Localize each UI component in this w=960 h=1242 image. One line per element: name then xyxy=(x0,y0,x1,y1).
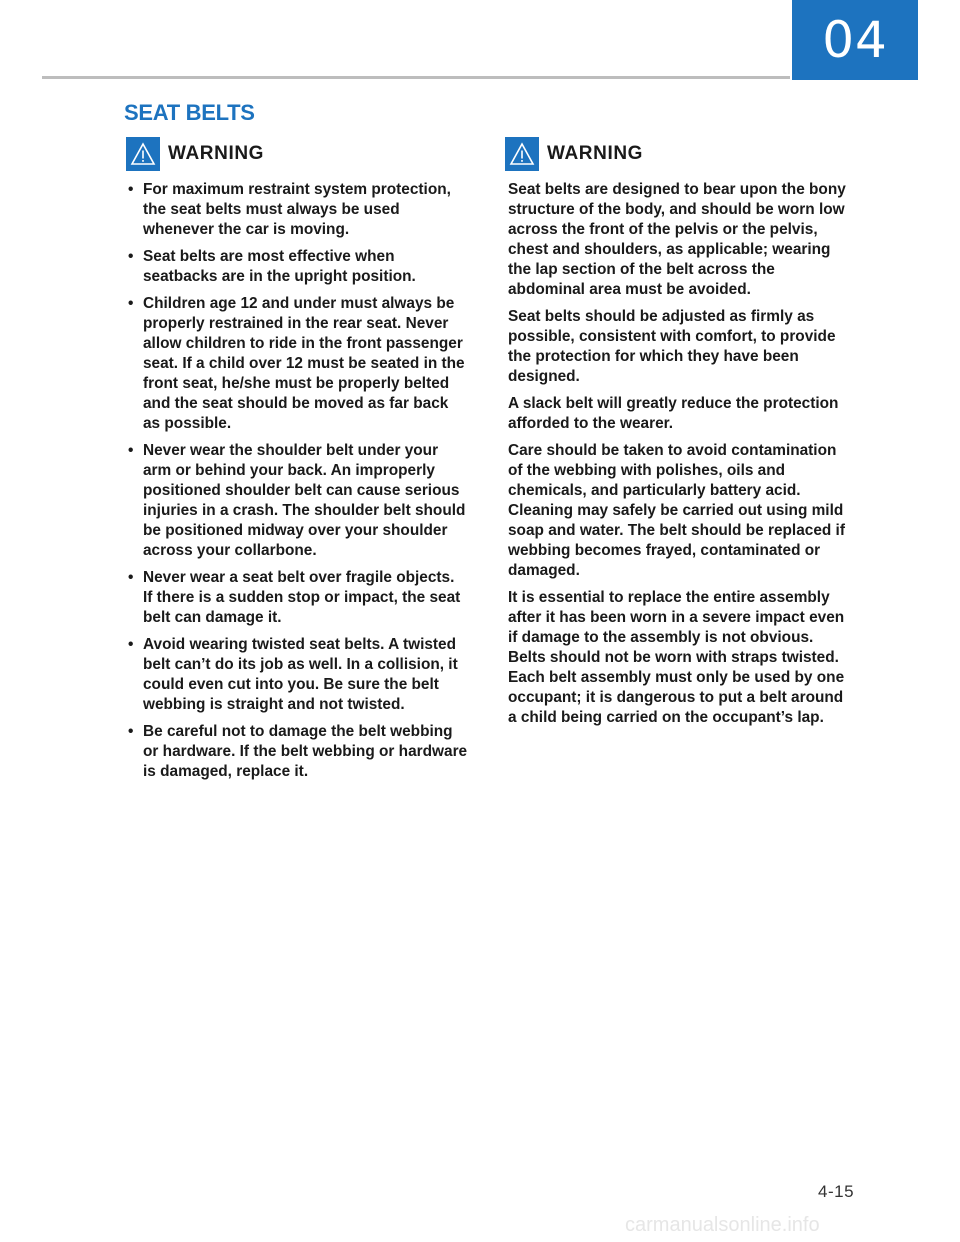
list-item-text: Avoid wearing twisted seat belts. A twisted belt can’t do its job as well. In a collision, it could even cut into you. Be sure the belt webbing is straight and not twisted. xyxy=(143,636,458,713)
warning-triangle-icon xyxy=(505,137,539,171)
bullet-icon: • xyxy=(128,636,134,653)
warning-label: WARNING xyxy=(547,143,644,164)
warning-paragraph: Seat belts should be adjusted as firmly as possible, consistent with comfort, to provide the protection for which they have been designed. xyxy=(508,308,836,385)
list-item-text: Children age 12 and under must always be properly restrained in the rear seat. Never allow children to ride in the front passenger seat. If a child over 12 must be seated in the front seat, he/she must be properly belted and the seat should be moved as far back as possible. xyxy=(143,295,465,432)
header-rule xyxy=(42,76,790,79)
list-item xyxy=(128,635,468,715)
page-number: 4-15 xyxy=(818,1182,855,1201)
list-item-text: Be careful not to damage the belt webbing or hardware. If the belt webbing or hardware is damaged, replace it. xyxy=(143,723,468,780)
warning-paragraph: It is essential to replace the entire assembly after it has been worn in a severe impact even if damage to the assembly is not obvious. Belts should not be worn with straps twisted. Each belt assembly must only be used by one occupant; it is dangerous to put a belt around a child being carried on the occupant’s lap. xyxy=(508,589,845,726)
warning-paragraph: Seat belts are designed to bear upon the bony structure of the body, and should be worn low across the front of the pelvis or the pelvis, chest and shoulders, as applicable; wearing the lap section of the belt across the abdominal area must be avoided. xyxy=(508,181,846,298)
right-warning-body xyxy=(508,180,853,735)
watermark: carmanualsonline.info xyxy=(625,1214,820,1236)
list-item xyxy=(128,180,468,240)
list-item-text: Never wear a seat belt over fragile objects. If there is a sudden stop or impact, the seat belt can damage it. xyxy=(143,569,461,626)
list-item xyxy=(128,722,468,782)
bullet-icon: • xyxy=(128,723,134,740)
bullet-icon: • xyxy=(128,181,134,198)
warning-triangle-icon xyxy=(126,137,160,171)
list-item-text: For maximum restraint system protection, the seat belts must always be used whenever the car is moving. xyxy=(143,181,451,238)
chapter-tab: 04 xyxy=(792,0,918,80)
list-item-text: Seat belts are most effective when seatbacks are in the upright position. xyxy=(143,248,416,285)
list-item xyxy=(128,294,468,434)
bullet-icon: • xyxy=(128,248,134,265)
list-item-text: Never wear the shoulder belt under your arm or behind your back. An improperly positioned shoulder belt can cause serious injuries in a crash. The shoulder belt should be positioned midway over your shoulder across your collarbone. xyxy=(143,442,466,559)
bullet-icon: • xyxy=(128,442,134,459)
bullet-icon: • xyxy=(128,295,134,312)
left-warning-header xyxy=(126,137,264,171)
list-item xyxy=(128,568,468,628)
list-item xyxy=(128,247,468,287)
bullet-icon: • xyxy=(128,569,134,586)
list-item xyxy=(128,441,468,561)
warning-paragraph: A slack belt will greatly reduce the protection afforded to the wearer. xyxy=(508,395,839,432)
warning-label: WARNING xyxy=(168,143,265,164)
section-title: SEAT BELTS xyxy=(124,100,255,125)
warning-paragraph: Care should be taken to avoid contamination of the webbing with polishes, oils and chemicals, and particularly battery acid. Cleaning may safely be carried out using mild soap and water. The belt should be replaced if webbing becomes frayed, contaminated or damaged. xyxy=(508,442,845,579)
left-warning-body xyxy=(128,180,468,789)
right-warning-header xyxy=(505,137,643,171)
warning-bullet-list xyxy=(128,180,468,782)
